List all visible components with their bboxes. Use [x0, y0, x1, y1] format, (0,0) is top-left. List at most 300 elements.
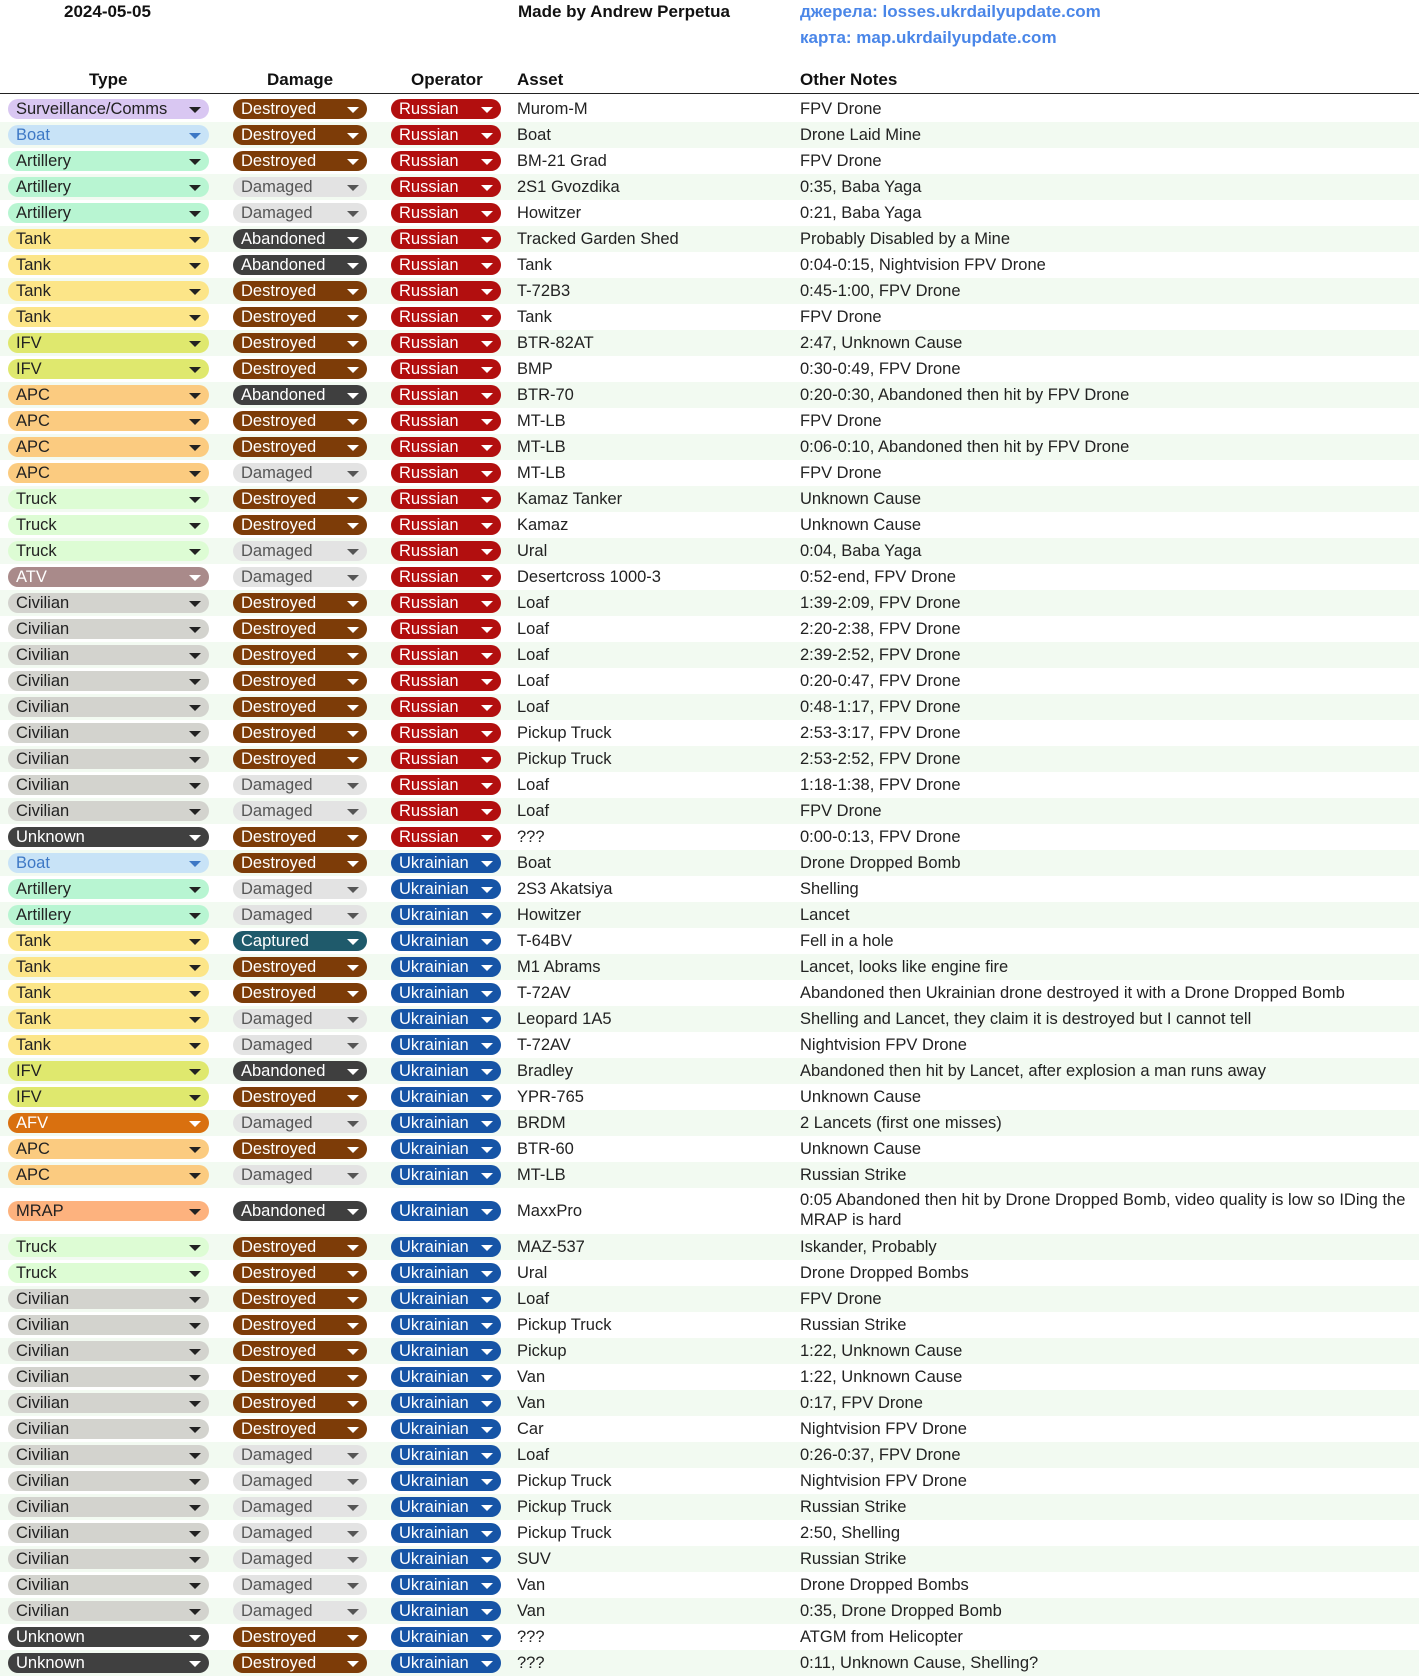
operator-dropdown[interactable] — [391, 1393, 501, 1413]
chevron-down-icon[interactable] — [347, 991, 359, 997]
type-dropdown[interactable] — [8, 125, 209, 145]
type-dropdown[interactable] — [8, 151, 209, 171]
chevron-down-icon[interactable] — [347, 497, 359, 503]
chevron-down-icon[interactable] — [347, 1271, 359, 1277]
chevron-down-icon[interactable] — [189, 419, 201, 425]
chevron-down-icon[interactable] — [347, 185, 359, 191]
chevron-down-icon[interactable] — [347, 1531, 359, 1537]
operator-dropdown[interactable] — [391, 255, 501, 275]
chevron-down-icon[interactable] — [481, 1375, 493, 1381]
damage-dropdown[interactable] — [233, 1497, 367, 1517]
operator-dropdown[interactable] — [391, 827, 501, 847]
type-dropdown[interactable] — [8, 1139, 209, 1159]
chevron-down-icon[interactable] — [189, 965, 201, 971]
chevron-down-icon[interactable] — [189, 341, 201, 347]
damage-dropdown[interactable] — [233, 801, 367, 821]
chevron-down-icon[interactable] — [189, 497, 201, 503]
chevron-down-icon[interactable] — [481, 237, 493, 243]
chevron-down-icon[interactable] — [189, 1271, 201, 1277]
damage-dropdown[interactable] — [233, 1367, 367, 1387]
chevron-down-icon[interactable] — [189, 549, 201, 555]
chevron-down-icon[interactable] — [189, 107, 201, 113]
chevron-down-icon[interactable] — [347, 835, 359, 841]
chevron-down-icon[interactable] — [189, 1661, 201, 1667]
operator-dropdown[interactable] — [391, 1139, 501, 1159]
operator-dropdown[interactable] — [391, 931, 501, 951]
chevron-down-icon[interactable] — [481, 341, 493, 347]
damage-dropdown[interactable] — [233, 1393, 367, 1413]
operator-dropdown[interactable] — [391, 1341, 501, 1361]
chevron-down-icon[interactable] — [189, 237, 201, 243]
column-header-asset[interactable]: Asset — [517, 70, 564, 89]
damage-dropdown[interactable] — [233, 411, 367, 431]
chevron-down-icon[interactable] — [347, 1245, 359, 1251]
damage-dropdown[interactable] — [233, 1289, 367, 1309]
chevron-down-icon[interactable] — [347, 471, 359, 477]
chevron-down-icon[interactable] — [189, 939, 201, 945]
chevron-down-icon[interactable] — [347, 1375, 359, 1381]
damage-dropdown[interactable] — [233, 567, 367, 587]
type-dropdown[interactable] — [8, 1523, 209, 1543]
damage-dropdown[interactable] — [233, 1009, 367, 1029]
operator-dropdown[interactable] — [391, 307, 501, 327]
chevron-down-icon[interactable] — [481, 939, 493, 945]
type-dropdown[interactable] — [8, 515, 209, 535]
damage-dropdown[interactable] — [233, 1139, 367, 1159]
operator-dropdown[interactable] — [391, 801, 501, 821]
type-dropdown[interactable] — [8, 385, 209, 405]
chevron-down-icon[interactable] — [481, 913, 493, 919]
type-dropdown[interactable] — [8, 697, 209, 717]
chevron-down-icon[interactable] — [189, 1453, 201, 1459]
chevron-down-icon[interactable] — [347, 1017, 359, 1023]
chevron-down-icon[interactable] — [481, 1479, 493, 1485]
chevron-down-icon[interactable] — [481, 497, 493, 503]
chevron-down-icon[interactable] — [189, 289, 201, 295]
damage-dropdown[interactable] — [233, 775, 367, 795]
chevron-down-icon[interactable] — [481, 549, 493, 555]
chevron-down-icon[interactable] — [347, 1043, 359, 1049]
operator-dropdown[interactable] — [391, 385, 501, 405]
chevron-down-icon[interactable] — [189, 1245, 201, 1251]
chevron-down-icon[interactable] — [347, 1069, 359, 1075]
chevron-down-icon[interactable] — [347, 237, 359, 243]
damage-dropdown[interactable] — [233, 1445, 367, 1465]
damage-dropdown[interactable] — [233, 333, 367, 353]
chevron-down-icon[interactable] — [347, 809, 359, 815]
chevron-down-icon[interactable] — [189, 705, 201, 711]
chevron-down-icon[interactable] — [347, 1479, 359, 1485]
chevron-down-icon[interactable] — [347, 1609, 359, 1615]
type-dropdown[interactable] — [8, 983, 209, 1003]
chevron-down-icon[interactable] — [481, 809, 493, 815]
chevron-down-icon[interactable] — [189, 913, 201, 919]
operator-dropdown[interactable] — [391, 463, 501, 483]
chevron-down-icon[interactable] — [481, 653, 493, 659]
operator-dropdown[interactable] — [391, 229, 501, 249]
operator-dropdown[interactable] — [391, 879, 501, 899]
damage-dropdown[interactable] — [233, 1315, 367, 1335]
chevron-down-icon[interactable] — [347, 419, 359, 425]
chevron-down-icon[interactable] — [481, 159, 493, 165]
type-dropdown[interactable] — [8, 437, 209, 457]
operator-dropdown[interactable] — [391, 645, 501, 665]
damage-dropdown[interactable] — [233, 749, 367, 769]
chevron-down-icon[interactable] — [189, 263, 201, 269]
chevron-down-icon[interactable] — [347, 1297, 359, 1303]
type-dropdown[interactable] — [8, 1601, 209, 1621]
chevron-down-icon[interactable] — [481, 1323, 493, 1329]
chevron-down-icon[interactable] — [481, 1531, 493, 1537]
chevron-down-icon[interactable] — [189, 601, 201, 607]
chevron-down-icon[interactable] — [481, 133, 493, 139]
chevron-down-icon[interactable] — [347, 315, 359, 321]
type-dropdown[interactable] — [8, 645, 209, 665]
type-dropdown[interactable] — [8, 203, 209, 223]
operator-dropdown[interactable] — [391, 1201, 501, 1221]
chevron-down-icon[interactable] — [189, 1349, 201, 1355]
chevron-down-icon[interactable] — [347, 133, 359, 139]
type-dropdown[interactable] — [8, 1315, 209, 1335]
damage-dropdown[interactable] — [233, 697, 367, 717]
chevron-down-icon[interactable] — [481, 1557, 493, 1563]
operator-dropdown[interactable] — [391, 203, 501, 223]
chevron-down-icon[interactable] — [481, 1245, 493, 1251]
damage-dropdown[interactable] — [233, 489, 367, 509]
type-dropdown[interactable] — [8, 489, 209, 509]
damage-dropdown[interactable] — [233, 1061, 367, 1081]
chevron-down-icon[interactable] — [481, 1505, 493, 1511]
damage-dropdown[interactable] — [233, 957, 367, 977]
damage-dropdown[interactable] — [233, 177, 367, 197]
operator-dropdown[interactable] — [391, 515, 501, 535]
chevron-down-icon[interactable] — [189, 1297, 201, 1303]
type-dropdown[interactable] — [8, 671, 209, 691]
chevron-down-icon[interactable] — [189, 1147, 201, 1153]
chevron-down-icon[interactable] — [481, 1017, 493, 1023]
chevron-down-icon[interactable] — [347, 1427, 359, 1433]
chevron-down-icon[interactable] — [189, 1017, 201, 1023]
operator-dropdown[interactable] — [391, 853, 501, 873]
chevron-down-icon[interactable] — [481, 1609, 493, 1615]
operator-dropdown[interactable] — [391, 1367, 501, 1387]
type-dropdown[interactable] — [8, 229, 209, 249]
damage-dropdown[interactable] — [233, 645, 367, 665]
type-dropdown[interactable] — [8, 905, 209, 925]
chevron-down-icon[interactable] — [481, 861, 493, 867]
chevron-down-icon[interactable] — [481, 471, 493, 477]
damage-dropdown[interactable] — [233, 151, 367, 171]
damage-dropdown[interactable] — [233, 99, 367, 119]
type-dropdown[interactable] — [8, 723, 209, 743]
chevron-down-icon[interactable] — [347, 1323, 359, 1329]
chevron-down-icon[interactable] — [189, 575, 201, 581]
operator-dropdown[interactable] — [391, 1061, 501, 1081]
chevron-down-icon[interactable] — [347, 1147, 359, 1153]
damage-dropdown[interactable] — [233, 203, 367, 223]
type-dropdown[interactable] — [8, 1367, 209, 1387]
chevron-down-icon[interactable] — [481, 263, 493, 269]
type-dropdown[interactable] — [8, 749, 209, 769]
type-dropdown[interactable] — [8, 541, 209, 561]
chevron-down-icon[interactable] — [481, 575, 493, 581]
damage-dropdown[interactable] — [233, 307, 367, 327]
damage-dropdown[interactable] — [233, 359, 367, 379]
type-dropdown[interactable] — [8, 333, 209, 353]
operator-dropdown[interactable] — [391, 1653, 501, 1673]
chevron-down-icon[interactable] — [189, 1505, 201, 1511]
chevron-down-icon[interactable] — [481, 1583, 493, 1589]
operator-dropdown[interactable] — [391, 1165, 501, 1185]
damage-dropdown[interactable] — [233, 515, 367, 535]
damage-dropdown[interactable] — [233, 1087, 367, 1107]
chevron-down-icon[interactable] — [481, 1147, 493, 1153]
chevron-down-icon[interactable] — [189, 445, 201, 451]
chevron-down-icon[interactable] — [347, 1401, 359, 1407]
damage-dropdown[interactable] — [233, 723, 367, 743]
operator-dropdown[interactable] — [391, 723, 501, 743]
chevron-down-icon[interactable] — [481, 757, 493, 763]
damage-dropdown[interactable] — [233, 1165, 367, 1185]
type-dropdown[interactable] — [8, 1393, 209, 1413]
operator-dropdown[interactable] — [391, 1497, 501, 1517]
operator-dropdown[interactable] — [391, 775, 501, 795]
damage-dropdown[interactable] — [233, 437, 367, 457]
chevron-down-icon[interactable] — [189, 653, 201, 659]
damage-dropdown[interactable] — [233, 931, 367, 951]
chevron-down-icon[interactable] — [347, 1583, 359, 1589]
type-dropdown[interactable] — [8, 1445, 209, 1465]
damage-dropdown[interactable] — [233, 983, 367, 1003]
chevron-down-icon[interactable] — [347, 757, 359, 763]
chevron-down-icon[interactable] — [481, 783, 493, 789]
chevron-down-icon[interactable] — [481, 835, 493, 841]
damage-dropdown[interactable] — [233, 879, 367, 899]
operator-dropdown[interactable] — [391, 619, 501, 639]
map-link[interactable]: карта: map.ukrdailyupdate.com — [800, 28, 1057, 47]
chevron-down-icon[interactable] — [481, 1349, 493, 1355]
type-dropdown[interactable] — [8, 931, 209, 951]
operator-dropdown[interactable] — [391, 541, 501, 561]
chevron-down-icon[interactable] — [189, 1609, 201, 1615]
damage-dropdown[interactable] — [233, 905, 367, 925]
chevron-down-icon[interactable] — [481, 1069, 493, 1075]
chevron-down-icon[interactable] — [189, 315, 201, 321]
damage-dropdown[interactable] — [233, 1113, 367, 1133]
chevron-down-icon[interactable] — [189, 1069, 201, 1075]
type-dropdown[interactable] — [8, 1009, 209, 1029]
damage-dropdown[interactable] — [233, 1575, 367, 1595]
chevron-down-icon[interactable] — [189, 1043, 201, 1049]
chevron-down-icon[interactable] — [189, 1583, 201, 1589]
chevron-down-icon[interactable] — [189, 211, 201, 217]
operator-dropdown[interactable] — [391, 957, 501, 977]
damage-dropdown[interactable] — [233, 1035, 367, 1055]
chevron-down-icon[interactable] — [189, 1209, 201, 1215]
damage-dropdown[interactable] — [233, 671, 367, 691]
chevron-down-icon[interactable] — [481, 1095, 493, 1101]
type-dropdown[interactable] — [8, 1653, 209, 1673]
chevron-down-icon[interactable] — [481, 289, 493, 295]
type-dropdown[interactable] — [8, 177, 209, 197]
chevron-down-icon[interactable] — [347, 211, 359, 217]
chevron-down-icon[interactable] — [347, 523, 359, 529]
operator-dropdown[interactable] — [391, 151, 501, 171]
chevron-down-icon[interactable] — [347, 1453, 359, 1459]
damage-dropdown[interactable] — [233, 1341, 367, 1361]
operator-dropdown[interactable] — [391, 983, 501, 1003]
operator-dropdown[interactable] — [391, 905, 501, 925]
type-dropdown[interactable] — [8, 567, 209, 587]
chevron-down-icon[interactable] — [189, 185, 201, 191]
type-dropdown[interactable] — [8, 801, 209, 821]
chevron-down-icon[interactable] — [347, 1173, 359, 1179]
operator-dropdown[interactable] — [391, 1035, 501, 1055]
operator-dropdown[interactable] — [391, 1113, 501, 1133]
chevron-down-icon[interactable] — [347, 939, 359, 945]
column-header-notes[interactable]: Other Notes — [800, 70, 898, 89]
damage-dropdown[interactable] — [233, 593, 367, 613]
chevron-down-icon[interactable] — [189, 679, 201, 685]
chevron-down-icon[interactable] — [347, 1661, 359, 1667]
operator-dropdown[interactable] — [391, 1237, 501, 1257]
type-dropdown[interactable] — [8, 1627, 209, 1647]
type-dropdown[interactable] — [8, 255, 209, 275]
damage-dropdown[interactable] — [233, 1653, 367, 1673]
chevron-down-icon[interactable] — [481, 1401, 493, 1407]
damage-dropdown[interactable] — [233, 1263, 367, 1283]
chevron-down-icon[interactable] — [481, 1661, 493, 1667]
chevron-down-icon[interactable] — [347, 965, 359, 971]
damage-dropdown[interactable] — [233, 1201, 367, 1221]
damage-dropdown[interactable] — [233, 1237, 367, 1257]
chevron-down-icon[interactable] — [481, 367, 493, 373]
chevron-down-icon[interactable] — [481, 965, 493, 971]
operator-dropdown[interactable] — [391, 1315, 501, 1335]
operator-dropdown[interactable] — [391, 489, 501, 509]
type-dropdown[interactable] — [8, 359, 209, 379]
type-dropdown[interactable] — [8, 1113, 209, 1133]
chevron-down-icon[interactable] — [481, 419, 493, 425]
chevron-down-icon[interactable] — [189, 367, 201, 373]
damage-dropdown[interactable] — [233, 853, 367, 873]
chevron-down-icon[interactable] — [189, 1557, 201, 1563]
column-header-damage[interactable]: Damage — [267, 70, 334, 89]
damage-dropdown[interactable] — [233, 1549, 367, 1569]
chevron-down-icon[interactable] — [481, 315, 493, 321]
chevron-down-icon[interactable] — [347, 393, 359, 399]
operator-dropdown[interactable] — [391, 1549, 501, 1569]
chevron-down-icon[interactable] — [189, 835, 201, 841]
chevron-down-icon[interactable] — [347, 107, 359, 113]
operator-dropdown[interactable] — [391, 359, 501, 379]
operator-dropdown[interactable] — [391, 1471, 501, 1491]
chevron-down-icon[interactable] — [189, 1323, 201, 1329]
chevron-down-icon[interactable] — [481, 1427, 493, 1433]
chevron-down-icon[interactable] — [481, 1173, 493, 1179]
chevron-down-icon[interactable] — [347, 445, 359, 451]
chevron-down-icon[interactable] — [347, 887, 359, 893]
chevron-down-icon[interactable] — [189, 991, 201, 997]
operator-dropdown[interactable] — [391, 1009, 501, 1029]
chevron-down-icon[interactable] — [347, 263, 359, 269]
chevron-down-icon[interactable] — [481, 1271, 493, 1277]
chevron-down-icon[interactable] — [189, 393, 201, 399]
operator-dropdown[interactable] — [391, 1575, 501, 1595]
chevron-down-icon[interactable] — [481, 679, 493, 685]
chevron-down-icon[interactable] — [189, 809, 201, 815]
type-dropdown[interactable] — [8, 853, 209, 873]
chevron-down-icon[interactable] — [347, 549, 359, 555]
type-dropdown[interactable] — [8, 99, 209, 119]
type-dropdown[interactable] — [8, 1419, 209, 1439]
chevron-down-icon[interactable] — [481, 393, 493, 399]
type-dropdown[interactable] — [8, 827, 209, 847]
chevron-down-icon[interactable] — [347, 1095, 359, 1101]
operator-dropdown[interactable] — [391, 1289, 501, 1309]
damage-dropdown[interactable] — [233, 619, 367, 639]
chevron-down-icon[interactable] — [347, 1121, 359, 1127]
damage-dropdown[interactable] — [233, 229, 367, 249]
chevron-down-icon[interactable] — [189, 1531, 201, 1537]
operator-dropdown[interactable] — [391, 411, 501, 431]
type-dropdown[interactable] — [8, 1237, 209, 1257]
operator-dropdown[interactable] — [391, 125, 501, 145]
damage-dropdown[interactable] — [233, 827, 367, 847]
chevron-down-icon[interactable] — [189, 861, 201, 867]
chevron-down-icon[interactable] — [347, 861, 359, 867]
operator-dropdown[interactable] — [391, 567, 501, 587]
chevron-down-icon[interactable] — [481, 627, 493, 633]
operator-dropdown[interactable] — [391, 1523, 501, 1543]
chevron-down-icon[interactable] — [189, 1095, 201, 1101]
chevron-down-icon[interactable] — [347, 289, 359, 295]
chevron-down-icon[interactable] — [481, 991, 493, 997]
chevron-down-icon[interactable] — [189, 627, 201, 633]
damage-dropdown[interactable] — [233, 281, 367, 301]
type-dropdown[interactable] — [8, 281, 209, 301]
damage-dropdown[interactable] — [233, 255, 367, 275]
chevron-down-icon[interactable] — [481, 705, 493, 711]
operator-dropdown[interactable] — [391, 1419, 501, 1439]
type-dropdown[interactable] — [8, 1549, 209, 1569]
chevron-down-icon[interactable] — [481, 1635, 493, 1641]
column-header-type[interactable]: Type — [89, 70, 128, 89]
operator-dropdown[interactable] — [391, 1087, 501, 1107]
operator-dropdown[interactable] — [391, 1445, 501, 1465]
chevron-down-icon[interactable] — [189, 757, 201, 763]
chevron-down-icon[interactable] — [481, 185, 493, 191]
type-dropdown[interactable] — [8, 1263, 209, 1283]
chevron-down-icon[interactable] — [189, 1121, 201, 1127]
chevron-down-icon[interactable] — [481, 1209, 493, 1215]
type-dropdown[interactable] — [8, 619, 209, 639]
chevron-down-icon[interactable] — [481, 211, 493, 217]
chevron-down-icon[interactable] — [347, 913, 359, 919]
operator-dropdown[interactable] — [391, 593, 501, 613]
type-dropdown[interactable] — [8, 1471, 209, 1491]
type-dropdown[interactable] — [8, 411, 209, 431]
chevron-down-icon[interactable] — [481, 601, 493, 607]
chevron-down-icon[interactable] — [189, 1375, 201, 1381]
damage-dropdown[interactable] — [233, 125, 367, 145]
chevron-down-icon[interactable] — [189, 471, 201, 477]
chevron-down-icon[interactable] — [347, 705, 359, 711]
damage-dropdown[interactable] — [233, 541, 367, 561]
type-dropdown[interactable] — [8, 1087, 209, 1107]
type-dropdown[interactable] — [8, 1497, 209, 1517]
type-dropdown[interactable] — [8, 879, 209, 899]
